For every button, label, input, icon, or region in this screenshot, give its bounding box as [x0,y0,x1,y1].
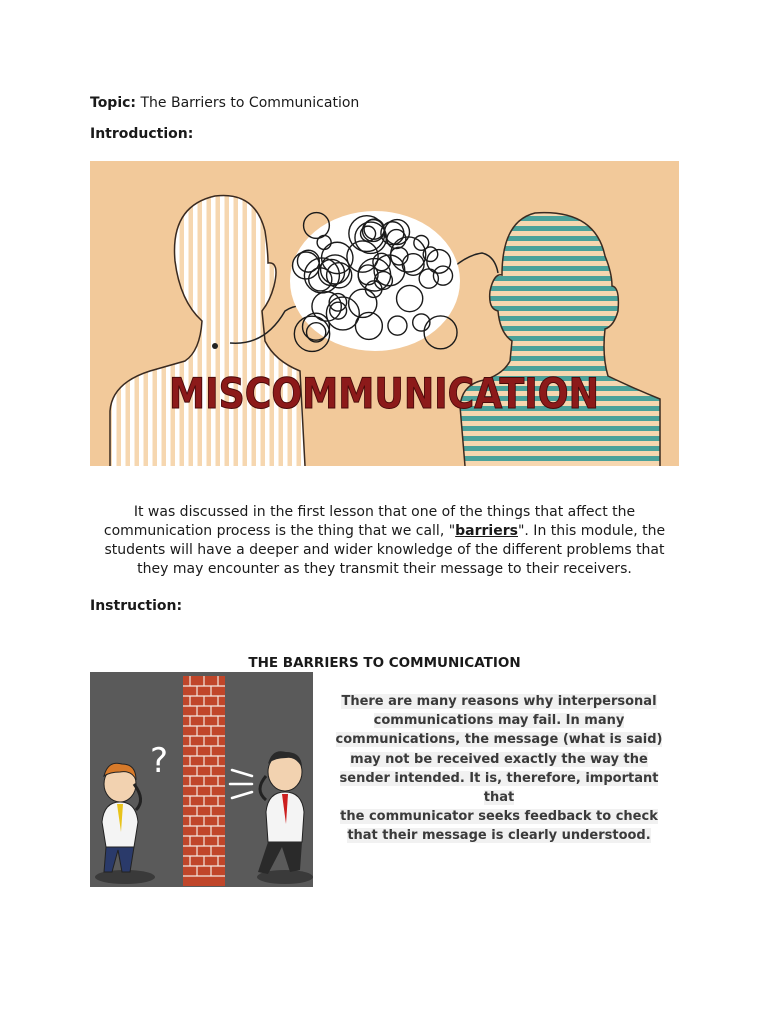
topic-label: Topic: [90,95,137,111]
description-line: sender intended. It is, therefore, important that [339,770,659,806]
barriers-keyword: barriers [455,523,518,539]
brick-wall-illustration [90,672,313,887]
intro-text-before: It was discussed in the first lesson that one of the things that affect the communication process is the thing that we call, " [103,504,636,539]
miscommunication-word: MISCOMMUNICATION [169,369,599,418]
description-line: may not be received exactly the way the [350,751,648,767]
intro-text-after: ". In this module, the students will have a deeper and wider knowledge of the different problems that they may encounter as they transmit their message to their receivers. [104,523,666,577]
miscommunication-illustration [90,161,679,466]
description-line: that their message is clearly understood. [347,828,651,844]
description-line: communications, the message (what is said) [335,732,663,748]
barriers-description [328,692,670,846]
introduction-heading: Introduction: [90,126,194,142]
description-line: communications may fail. In many [373,713,625,729]
description-line: the communicator seeks feedback to check [340,809,658,825]
introduction-paragraph [90,503,679,579]
description-line: There are many reasons why interpersonal [341,694,657,709]
question-mark: ? [150,741,169,781]
topic-value: The Barriers to Communication [136,95,360,111]
instruction-heading: Instruction: [90,598,183,614]
barriers-section-title: THE BARRIERS TO COMMUNICATION [248,655,521,671]
topic-line [90,95,359,111]
